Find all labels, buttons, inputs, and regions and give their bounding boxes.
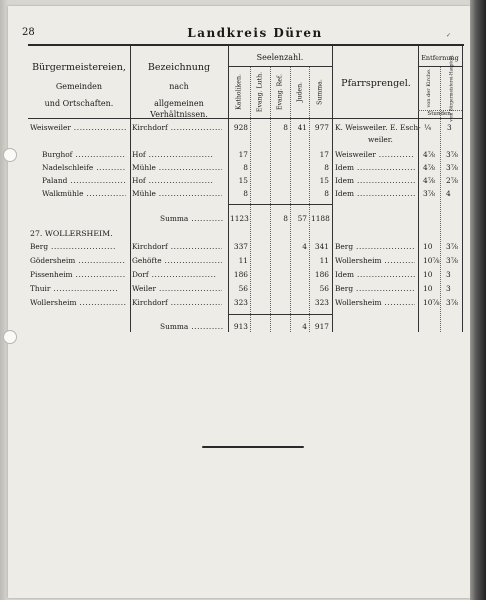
sum-count: 11	[319, 256, 329, 265]
jews-total: 4	[302, 322, 307, 331]
distance-main-town: 3	[446, 284, 451, 293]
column-divider	[309, 66, 310, 332]
parish: Berg .....	[335, 284, 415, 293]
header-according: nach	[169, 82, 189, 91]
designation: Kirchdorf .....	[132, 242, 222, 251]
designation: Mühle .....	[132, 189, 222, 198]
parish: Berg .....	[335, 242, 415, 251]
designation: Mühle .....	[132, 163, 222, 172]
distance-church: 4⅞	[423, 150, 435, 159]
header-jews: Juden.	[296, 81, 304, 103]
book-binding-edge	[470, 0, 486, 600]
sum-count: 341	[314, 242, 329, 251]
header-communities: Gemeinden	[55, 82, 103, 91]
designation: Hof .....	[132, 176, 222, 185]
jews-total: 57	[297, 214, 307, 223]
header-from-church: von der Kirche.	[426, 68, 432, 108]
page-number: 28	[22, 27, 35, 38]
catholics-count: 186	[233, 270, 248, 279]
designation: Hof .....	[132, 150, 222, 159]
designation: Dorf .....	[132, 270, 222, 279]
parish: Wollersheim .....	[335, 256, 415, 265]
distance-church: ¼	[424, 123, 432, 132]
catholics-count: 928	[233, 123, 248, 132]
distance-church: 4⅞	[423, 176, 435, 185]
distance-church: 10⅞	[423, 298, 440, 307]
distance-main-town: 3⅞	[446, 256, 458, 265]
header-distance: Entfernung	[421, 54, 459, 62]
sum-count: 186	[314, 270, 329, 279]
column-divider	[130, 46, 131, 332]
locality-name: Nadelschleife .....	[42, 163, 126, 172]
catholics-count: 337	[233, 242, 248, 251]
summa-label: Summa .....	[160, 322, 224, 331]
locality-name: Thuir .....	[30, 284, 126, 293]
distance-church: 10	[423, 270, 433, 279]
catholics-count: 56	[238, 284, 248, 293]
parish: Idem .....	[335, 189, 415, 198]
column-divider	[418, 46, 419, 332]
locality-name: Weisweiler .....	[30, 123, 126, 132]
parish: Idem .....	[335, 163, 415, 172]
summa-label: Summa .....	[160, 214, 224, 223]
locality-name: Pissenheim .....	[30, 270, 126, 279]
header-localities: und Ortschaften.	[44, 99, 114, 108]
locality-name: Burghof .....	[42, 150, 126, 159]
sum-count: 323	[314, 298, 329, 307]
header-subrule	[418, 66, 462, 67]
header-designation: Bezeichnung	[147, 62, 211, 73]
locality-name: Walkmühle .....	[42, 189, 126, 198]
parish: Idem .....	[335, 270, 415, 279]
parish: Weisweiler .....	[335, 150, 415, 159]
header-subrule	[228, 66, 332, 67]
header-hours: Stunden.	[427, 111, 453, 117]
designation: Gehöfte .....	[132, 256, 222, 265]
parish: Idem .....	[335, 176, 415, 185]
distance-church: 4⅞	[423, 163, 435, 172]
catholics-count: 323	[233, 298, 248, 307]
column-divider	[332, 46, 333, 332]
distance-main-town: 3⅞	[446, 163, 458, 172]
catholics-count: 17	[238, 150, 248, 159]
grand-total: 917	[314, 322, 329, 331]
header-general-conditions: allgemeinen Verhältnissen.	[150, 99, 208, 119]
designation: Weiler .....	[132, 284, 222, 293]
designation: Kirchdorf .....	[132, 298, 222, 307]
column-divider	[250, 66, 251, 332]
sum-count: 8	[324, 189, 329, 198]
catholics-total: 1123	[230, 214, 249, 223]
column-divider	[440, 66, 441, 332]
designation: Kirchdorf .....	[132, 123, 222, 132]
catholics-total: 913	[233, 322, 248, 331]
sum-rule	[228, 314, 332, 315]
sum-count: 977	[314, 123, 329, 132]
catholics-count: 8	[243, 163, 248, 172]
punch-hole	[3, 330, 17, 344]
section-heading: 27. WOLLERSHEIM.	[30, 229, 113, 238]
grand-total: 1188	[311, 214, 330, 223]
section-end-rule	[202, 446, 304, 448]
distance-main-town: 3	[447, 123, 452, 132]
sum-rule	[228, 204, 332, 205]
page-title: Landkreis Düren	[187, 26, 323, 40]
reformed-count: 8	[283, 123, 288, 132]
locality-name: Wollersheim .....	[30, 298, 126, 307]
parish: K. Weisweiler. E. Esch-	[335, 123, 421, 132]
sum-count: 15	[319, 176, 329, 185]
header-bottom-rule	[28, 118, 462, 119]
header-evang-luth: Evang. Luth.	[256, 71, 264, 113]
distance-main-town: 3⅞	[446, 150, 458, 159]
distance-main-town: 3⅞	[446, 242, 458, 251]
reformed-total: 8	[283, 214, 288, 223]
sum-count: 17	[319, 150, 329, 159]
distance-church: 10	[423, 284, 433, 293]
header-population: Seelenzahl.	[256, 53, 304, 62]
jews-count: 41	[297, 123, 307, 132]
catholics-count: 11	[238, 256, 248, 265]
locality-name: Berg .....	[30, 242, 126, 251]
jews-count: 4	[302, 242, 307, 251]
distance-main-town: 4	[446, 189, 451, 198]
distance-main-town: 2⅞	[446, 176, 458, 185]
sum-count: 8	[324, 163, 329, 172]
corner-check-mark: ✓	[446, 32, 452, 39]
distance-main-town: 3⅞	[446, 298, 458, 307]
header-parish: Pfarrsprengel.	[341, 78, 411, 89]
locality-name: Paland .....	[42, 176, 126, 185]
parish-continuation: weiler.	[368, 135, 393, 144]
column-divider	[270, 66, 271, 332]
column-divider	[290, 66, 291, 332]
column-divider	[228, 46, 229, 332]
locality-name: Gödersheim .....	[30, 256, 126, 265]
header-evang-ref: Evang. Ref.	[276, 74, 284, 110]
distance-main-town: 3	[446, 270, 451, 279]
header-sum: Summa.	[316, 79, 324, 105]
distance-church: 10	[423, 242, 433, 251]
header-catholics: Katholiken.	[235, 74, 243, 110]
page-left-edge	[0, 0, 8, 600]
header-from-main-town: vom Bürgermeisterei-Hauptort.	[448, 54, 454, 122]
punch-hole	[3, 148, 17, 162]
sum-count: 56	[319, 284, 329, 293]
column-divider	[462, 46, 463, 332]
distance-church: 3⅞	[423, 189, 435, 198]
header-municipalities: Bürgermeistereien,	[32, 62, 126, 73]
catholics-count: 8	[243, 189, 248, 198]
distance-church: 10⅞	[423, 256, 440, 265]
header-top-rule	[28, 44, 464, 46]
catholics-count: 15	[238, 176, 248, 185]
parish: Wollersheim .....	[335, 298, 415, 307]
